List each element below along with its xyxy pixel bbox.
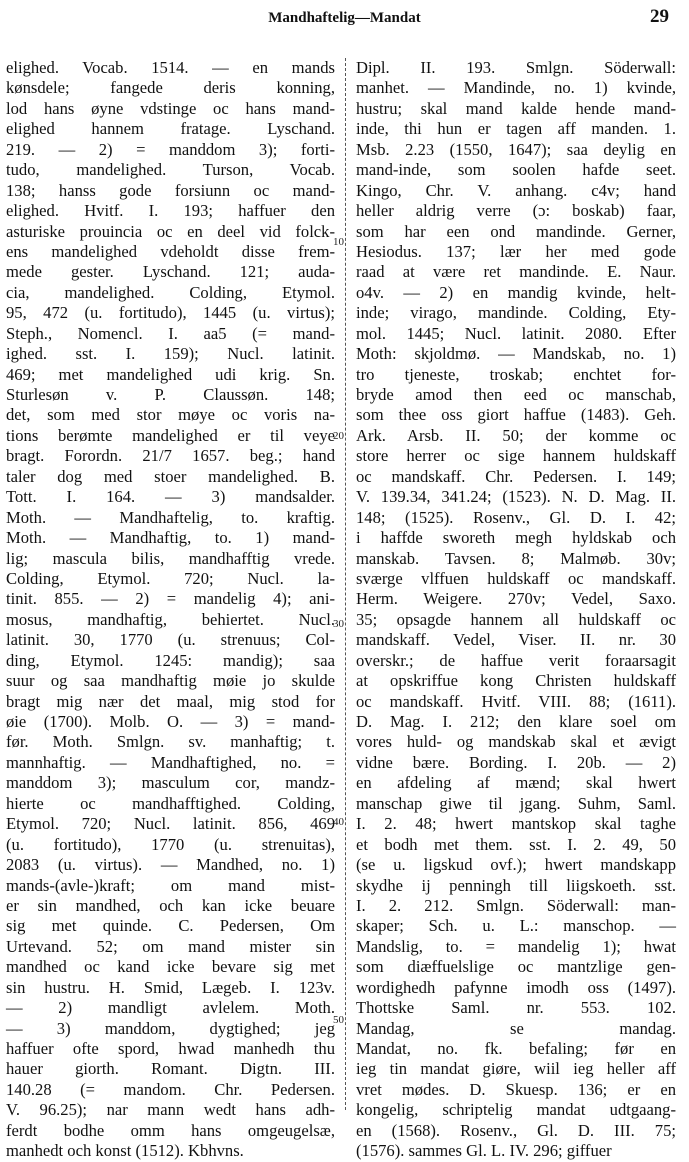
text-line: tro tjeneste, troskab; enchtet for- [356, 364, 676, 384]
text-line: (1576). sammes Gl. L. IV. 296; giffuer [356, 1141, 612, 1161]
text-line: 2083 (u. virtus). — Mandhed, no. 1) [6, 855, 335, 875]
text-line: Herm. Weigere. 270v; Vedel, Saxo. [356, 589, 676, 609]
text-line: overskr.; de haffue verit foraarsagit [356, 650, 676, 670]
text-line: manschap giwe til jgang. Suhm, Saml. [356, 793, 676, 813]
text-line: heller aldrig verre (ɔ: boskab) faar, [356, 201, 676, 221]
text-line: lig; mascula bilis, mandhafftig vrede. [6, 548, 335, 568]
text-line: sværge vlffuen huldskaff oc mandskaff. [356, 568, 676, 588]
text-line: latinit. 30, 1770 (u. strenuus; Col- [6, 630, 335, 650]
page-header [0, 6, 689, 28]
text-line: taler dog med stoer mandelighed. B. [6, 466, 335, 486]
text-line: mandhed oc kand icke bevare sig met [6, 957, 335, 977]
text-line: bragt. Forordn. 21/7 1657. beg.; hand [6, 446, 335, 466]
text-line: cia, mandelighed. Colding, Etymol. [6, 282, 335, 302]
text-line: 148; (1525). Rosenv., Gl. D. I. 42; [356, 507, 676, 527]
text-line: skaper; Sch. u. L.: manschop. — [356, 916, 676, 936]
text-line: Steph., Nomencl. I. aa5 (= mand- [6, 323, 335, 343]
text-line: elighed hannem fratage. Lyschand. [6, 119, 335, 139]
text-line: mol. 1445; Nucl. latinit. 2080. Efter [356, 323, 676, 343]
text-line: hierte oc mandhafftighed. Colding, [6, 793, 335, 813]
text-line: I. 2. 212. Smlgn. Söderwall: man- [356, 895, 676, 915]
left-column [6, 58, 335, 1162]
text-line: — 2) mandligt avlelem. Moth. [6, 998, 335, 1018]
page-number: 29 [650, 6, 669, 27]
text-line: (se u. ligskud ovf.); hwert mandskapp [356, 855, 676, 875]
text-line: I. 2. 48; hwert mantskop skal taghe [356, 814, 676, 834]
line-number: 10 [333, 236, 344, 248]
text-line: Urtevand. 52; om mand mister sin [6, 936, 335, 956]
text-line: Tott. I. 164. — 3) mandsalder. [6, 487, 335, 507]
text-line: bryde amod then eed oc manschab, [356, 385, 676, 404]
text-line: Etymol. 720; Nucl. latinit. 856, 469 [6, 814, 335, 834]
text-line: manhet. — Mandinde, no. 1) kvinde, [356, 78, 676, 98]
text-line: sin hustru. H. Smid, Lægeb. I. 123v. [6, 977, 335, 997]
text-line: i haffde sworeth megh hyldskab och [356, 528, 676, 548]
text-line: ighed. sst. I. 159); Nucl. latinit. [6, 344, 335, 364]
text-line: o4v. — 2) en mandig kvinde, helt- [356, 282, 676, 302]
text-line: V. 139.34, 341.24; (1523). N. D. Mag. II. [356, 487, 676, 507]
text-line: Mandat, no. fk. befaling; før en [356, 1039, 676, 1058]
text-line: Colding, Etymol. 720; Nucl. la- [6, 568, 335, 588]
text-line: mosus, mandhaftig, behiertet. Nucl. [6, 609, 335, 629]
text-line: vores huld- og mandskab skal et ævigt [356, 732, 676, 752]
text-line: 140.28 (= mandom. Chr. Pedersen. [6, 1079, 335, 1099]
text-line: øie (1700). Molb. O. — 3) = mand- [6, 712, 335, 731]
text-line: tudo, mandelighed. Turson, Vocab. [6, 160, 335, 180]
text-line: (u. fortitudo), 1770 (u. strenuitas), [6, 834, 335, 854]
text-line: mede gester. Lyschand. 121; auda- [6, 262, 335, 282]
text-line: hustru; skal mand kalde hende mand- [356, 98, 676, 118]
text-line: mandskaff. Vedel, Viser. II. nr. 30 [356, 630, 676, 650]
text-line: vret mødes. D. Skuesp. 136; er en [356, 1079, 676, 1099]
text-line: vidne bære. Bording. I. 20b. — 2) [356, 752, 676, 772]
text-line: inde; virago, mandinde. Colding, Ety- [356, 303, 676, 323]
text-line: 469; met mandelighed udi krig. Sn. [6, 364, 335, 384]
text-line: tinit. 855. — 2) = mandelig 4); ani- [6, 589, 335, 609]
text-line: wordighedh pafynne imodh oss (1497). [356, 977, 676, 997]
text-line: Msb. 2.23 (1550, 1647); saa deylig en [356, 139, 676, 159]
text-line: før. Moth. Smlgn. sv. manhaftig; t. [6, 732, 335, 752]
text-line: mannhaftig. — Mandhaftighed, no. = [6, 752, 335, 772]
text-line: ferdt bodhe omm hans omgeugelsæ, [6, 1120, 335, 1140]
text-line: 95, 472 (u. fortitudo), 1445 (u. virtus); [6, 303, 335, 323]
text-line: Dipl. II. 193. Smlgn. Söderwall: [356, 58, 676, 77]
text-line: at opskriffue kong Christen huldskaff [356, 671, 676, 691]
text-line: Sturlesøn v. P. Claussøn. 148; [6, 385, 335, 404]
text-line: ens mandelighed vdeholdt disse frem- [6, 241, 335, 261]
line-number: 20 [333, 430, 344, 442]
running-head: Mandhaftelig—Mandat [268, 10, 421, 26]
text-line: Kingo, Chr. V. anhang. c4v; hand [356, 180, 676, 200]
text-line: som diæffuelslige oc mantzlige gen- [356, 957, 676, 977]
text-line: raad at være ret mandinde. E. Naur. [356, 262, 676, 282]
text-line: manskab. Tavsen. 8; Malmøb. 30v; [356, 548, 676, 568]
line-number: 40 [333, 816, 344, 828]
text-line: 35; opsagde hannem all huldskaff oc [356, 609, 676, 629]
text-line: som har een ond mandinde. Gerner, [356, 221, 676, 241]
text-line: Moth: skjoldmø. — Mandskab, no. 1) [356, 344, 676, 364]
text-line: sig met quinde. C. Pedersen, Om [6, 916, 335, 936]
text-line: — 3) manddom, dygtighed; jeg [6, 1018, 335, 1038]
right-column [356, 58, 676, 1162]
line-number: 30 [333, 618, 344, 630]
text-line: ding, Etymol. 1245: mandig); saa [6, 650, 335, 670]
text-line: V. 96.25); nar mann wedt hans adh- [6, 1100, 335, 1120]
text-line: 219. — 2) = manddom 3); forti- [6, 139, 335, 159]
text-line: kongelig, schriptelig mandat udtgaang- [356, 1100, 676, 1120]
text-line: manddom 3); masculum cor, mandz- [6, 773, 335, 793]
text-line: ieg tin mandat giøre, wiil ieg heller aff [356, 1059, 676, 1079]
text-line: manhedt och konst (1512). Kbhvns. [6, 1141, 244, 1161]
text-line: Mandslig, to. = mandelig 1); hwat [356, 936, 676, 956]
text-line: Hesiodus. 137; lær her med gode [356, 241, 676, 261]
text-line: bragt mig nær det maal, mig stod for [6, 691, 335, 711]
text-line: store herrer oc sige hannem huldskaff [356, 446, 676, 466]
text-line: mands-(avle-)kraft; om mand mist- [6, 875, 335, 895]
text-line: oc mandskaff. Chr. Pedersen. I. 149; [356, 466, 676, 486]
text-line: elighed. Vocab. 1514. — en mands [6, 58, 335, 77]
text-line: som thee oss giort haffue (1483). Geh. [356, 405, 676, 425]
text-line: en (1568). Rosenv., Gl. D. III. 75; [356, 1120, 676, 1140]
text-line: D. Mag. I. 212; den klare soel om [356, 712, 676, 731]
text-line: Moth. — Mandhaftig, to. 1) mand- [6, 528, 335, 548]
text-line: Ark. Arsb. II. 50; der komme oc [356, 425, 676, 445]
text-line: et bodh met them. sst. I. 2. 49, 50 [356, 834, 676, 854]
text-line: det, som med stor møye oc voris na- [6, 405, 335, 425]
text-line: Moth. — Mandhaftelig, to. kraftig. [6, 507, 335, 527]
text-line: 138; hanss gode forsiunn oc mand- [6, 180, 335, 200]
text-line: asturiske prouincia oc en deel vid folck- [6, 221, 335, 241]
text-line: kønsdele; fangede deris konning, [6, 78, 335, 98]
column-divider [345, 58, 346, 1110]
text-line: mand-inde, som soolen hafde seet. [356, 160, 676, 180]
text-line: en afdeling af mænd; skal hwert [356, 773, 676, 793]
text-line: suur og saa mandhaftig møie jo skulde [6, 671, 335, 691]
text-line: oc mandskaff. Hvitf. VIII. 88; (1611). [356, 691, 676, 711]
text-line: er sin mandhed, och kan icke beuare [6, 895, 335, 915]
text-line: elighed. Hvitf. I. 193; haffuer den [6, 201, 335, 221]
text-line: tions berømte mandelighed er til veye [6, 425, 335, 445]
text-line: haffuer ofte spord, hwad manhedh thu [6, 1039, 335, 1058]
text-line: skydhe ij penningh till liigskoeth. sst. [356, 875, 676, 895]
text-line: Mandag, se mandag. [356, 1018, 676, 1038]
text-line: lod hans øyne vdstinge oc hans mand- [6, 98, 335, 118]
text-line: hauer giorth. Romant. Digtn. III. [6, 1059, 335, 1079]
line-number: 50 [333, 1014, 344, 1026]
text-line: Thottske Saml. nr. 553. 102. [356, 998, 676, 1018]
text-line: inde, thi hun er tagen aff manden. 1. [356, 119, 676, 139]
